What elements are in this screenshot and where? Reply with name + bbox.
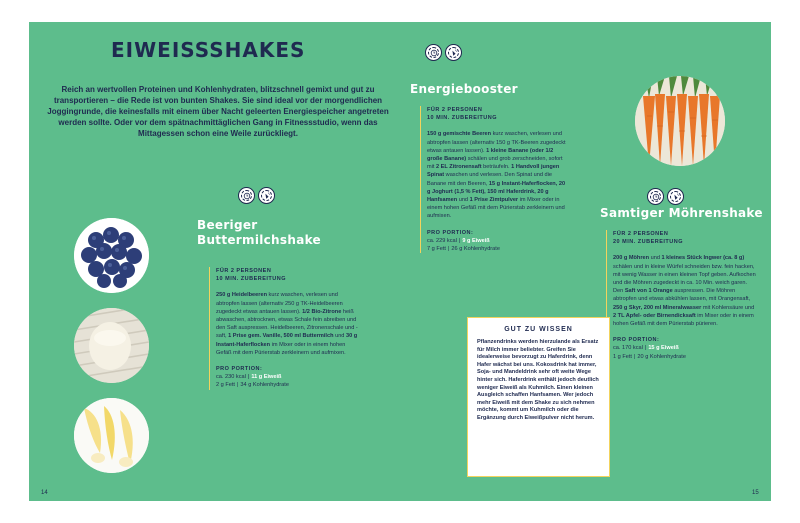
recipe-badges [647,188,684,205]
recipe-box-carrot [606,230,756,361]
chapter-intro: Reich an wertvollen Proteinen und Kohlenhydraten, blitzschnell gemixt und gut zu transportieren – die Rede ist von bunten Shakes. Sie sind ideal vor der morgendlichen Joggingrunde, die keinesfalls mit einem über Nacht geleerten Energiespeicher angetreten werden sollte. Oder vor dem spätnachmittäglichen Gang in Fitnessstudio, wenn das Mittagessen schon eine Weile zurückliegt. [47,85,389,138]
recipe-badges [238,187,275,204]
blueberries-image [74,218,149,293]
recipe-meta: FÜR 2 PERSONEN 20 MIN. ZUBEREITUNG [613,231,684,246]
recipe-steps: 150 g gemischte Beeren kurz waschen, verlesen und abtropfen lassen (alternativ 150 g TK-Beeren zugedeckt etwas antauen lassen). 1 kleine Banane (oder 1/2 große Banane) schälen und grob zerschneiden, sofort mit 2 EL Zitronensaft beträufeln. 1 Handvoll jungen Spinat waschen und verlesen. Den Spinat und die Banane mit den Beeren, 15 g Instant-Haferflocken, 20 g Joghurt (1,5 % Fett), 150 ml Haferdrink, 20 g Hanfsamen und 1 Prise Zimtpulver im Mixer oder in einem hohen Gefäß mit dem Pürierstab zerkleinern und aufmixen. [427,131,566,220]
carrots-image [635,76,725,166]
right-page [400,22,771,501]
info-box-title: GUT ZU WISSEN [504,326,573,333]
quick-clock-icon [647,188,664,205]
portion-label: PRO PORTION: [613,337,660,344]
shake-glass-image [74,308,149,383]
left-page [29,22,400,501]
page-number-right: 15 [752,490,759,496]
recipe-steps: 250 g Heidelbeeren kurz waschen, verlesen und abtropfen lassen (alternativ 250 g TK-Heidelbeeren zugedeckt etwas antauen lassen). 1/2 Bio-Zitrone heiß abwaschen, abtrocknen, etwas Schale fein abreiben und den Saft auspressen. Heidelbeeren, Zitronenschale und -saft, 1 Prise gem. Vanille, 500 ml Buttermilch und 30 g Instant-Haferflocken im Mixer oder in einem hohen Gefäß mit dem Pürierstab zerkleinern und aufmixen. [216,292,358,356]
recipe-meta: FÜR 2 PERSONEN 10 MIN. ZUBEREITUNG [427,107,498,122]
portion-label: PRO PORTION: [427,229,474,236]
vegetarian-carrot-icon [258,187,275,204]
nutrition-line-2: 1 g Fett | 20 g Kohlenhydrate [613,353,686,360]
info-box [467,317,610,477]
info-box-body: Pflanzendrinks werden hierzulande als Ersatz für Milch immer beliebter. Greifen Sie idealerweise bevorzugt zu Haferdrink, denn Hafer wächst bei uns. Kokosdrink hat immer, Soja- und Mandeldrink sehr oft weite Wege hinter sich. Haferdrink enthält jedoch deutlich weniger Eiweiß als Kuhmilch. Einen kleinen Ausgleich schaffen Hanfsamen. Wer jedoch mehr Eiweiß mit dem Shake zu sich nehmen möchte, kommt um Kuhmilch oder die Ergänzung durch Eiweißpulver nicht herum. [477,339,599,421]
quick-clock-icon [425,44,442,61]
nutrition-line-1: ca. 170 kcal | 15 g Eiweiß [613,345,679,352]
nutrition-line-1: ca. 229 kcal | 9 g Eiweiß [427,237,490,244]
nutrition-line-2: 2 g Fett | 34 g Kohlenhydrate [216,382,289,389]
nutrition-line-2: 7 g Fett | 26 g Kohlenhydrate [427,246,500,253]
vegetarian-carrot-icon [445,44,462,61]
quick-clock-icon [238,187,255,204]
recipe-box-energy [420,106,570,253]
recipe-title-energy: Energiebooster [410,82,518,96]
nutrition-line-1: ca. 230 kcal | 11 g Eiweiß [216,374,282,381]
recipe-steps: 200 g Möhren und 1 kleines Stück Ingwer (ca. 8 g) schälen und in kleine Würfel schneiden bzw. fein hacken, mit wenig Wasser in einen kleinen Topf geben. Aufkochen und die Möhren zugedeckt in ca. 10 Min. weich garen. Den Saft von 1 Orange auspressen. Die Möhren abtropfen und etwas abkühlen lassen, mit Orangensaft, 250 g Skyr, 200 ml Mineralwasser mit Kohlensäure und 2 TL Apfel- oder Birnendicksaft im Mixer oder in einem hohen Gefäß mit dem Pürierstab pürieren. [613,255,756,328]
chapter-title: EIWEISSSHAKES [111,38,306,62]
banana-image [74,398,149,473]
recipe-badges [425,44,462,61]
vegetarian-carrot-icon [667,188,684,205]
recipe-meta: FÜR 2 PERSONEN 10 MIN. ZUBEREITUNG [216,268,287,283]
recipe-title-buttermilk: Beeriger Buttermilchshake [197,218,321,247]
recipe-box-buttermilk [209,267,359,390]
portion-label: PRO PORTION: [216,366,263,373]
book-spread [29,22,771,501]
recipe-title-carrot: Samtiger Möhrenshake [600,206,763,220]
page-number-left: 14 [41,490,48,496]
